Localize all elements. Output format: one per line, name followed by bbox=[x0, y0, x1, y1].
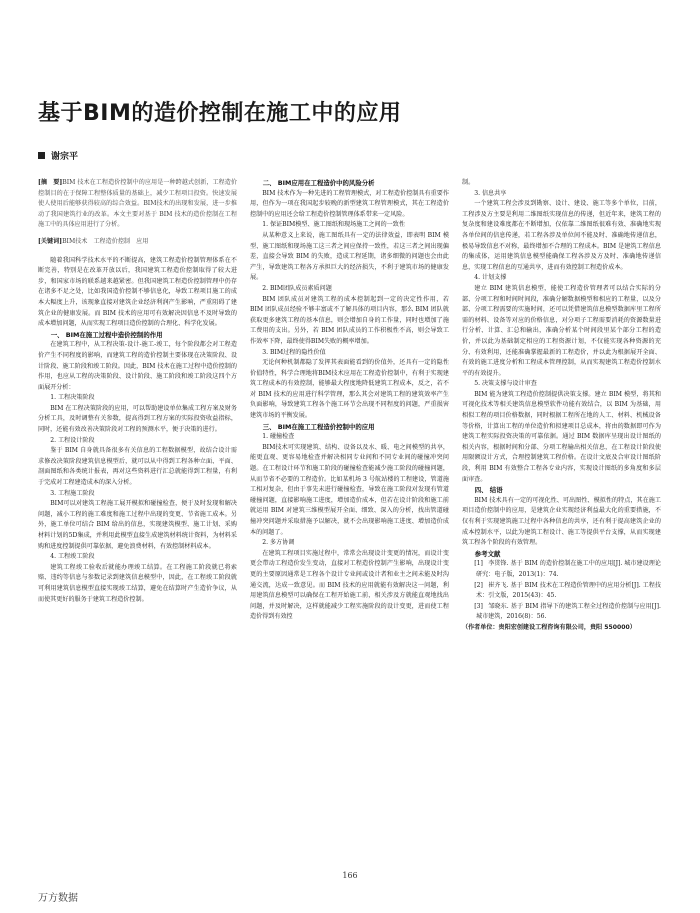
reference-number: [2] bbox=[474, 581, 483, 589]
paragraph: BIM 在工程决策阶段的应用，可以帮助建设单位集成工程方案及财务分析工具，及时调整有关参数，提高得到工程方案的实际投资收益指标，同时，还能有效改善决策阶段对工程的预测水平，便于决策的进行。 bbox=[38, 404, 237, 434]
section-heading: 三、 BIM在施工工程造价控制中的应用 bbox=[262, 422, 375, 431]
author-name: 谢宗平 bbox=[51, 152, 79, 162]
reference-text: 崔齐飞. 基于 BIM 技术在工程造价管理中的应用分析[J]. 工程技术：引文版，2015(43)：45. bbox=[476, 581, 661, 600]
subsection-heading: 5. 决策支撑与设计审查 bbox=[474, 380, 537, 388]
subsection-heading: 3. BIM过程的隐性价值 bbox=[262, 348, 326, 356]
paragraph: BIM 能为建筑工程造价控制提供决策支撑。建立 BIM 模型，将其和可视化技术等相关建筑信息模型软件功能有效结合，以 BIM 为基础，用相似工程的项目价格数据，同时根据工程所在地的人工、材料、机械设备等价格，计算出工程的单位造价和拟建项目总成本，将由的数据即可作为建筑工程实际投资决策的可靠依据。通过 BIM 数据库呈现出设计图纸的相关内容，根据时间和分部、分项工程输出相关信息，在工程设计阶段使用限额设计方式，合理控制建筑工程价格。在设计文底及合审设计图纸阶段，利用 BIM 有效整合工程各专业内容，实现设计图纸的多角度和多层面审查。 bbox=[462, 390, 661, 483]
subsection-heading: 2. 工程设计阶段 bbox=[50, 436, 95, 444]
paragraph: BIM技术可实现建筑、结构、设备以及水、暖、电之间模型的共享，能更直观、更容易地检查并解决相同专业间和不同专业间的碰撞冲突问题。在工程设计环节和施工阶段的碰撞检查能减少施工阶段的碰撞问题，从而节省不必要的工程造价。比如某机场 3 号航站楼的工程建设，管道施工相对复杂，但由于事先未进行碰撞检查，导致在施工阶段对发现有管道碰撞问题，直接影响施工进度，增加造价成本，但若在设计阶段和施工前就运用 BIM 对建筑三维模型展开全面、细致、深入的分析，找出管道碰撞冲突问题并采取措施予以解决，就不会出现影响施工进度、增加造价成本的问题了。 bbox=[250, 443, 449, 536]
article-title: 基于BIM的造价控制在施工中的应用 bbox=[38, 101, 402, 126]
column-right bbox=[462, 178, 661, 870]
footer-watermark: 万方数据 bbox=[38, 893, 78, 904]
page-number: 166 bbox=[342, 871, 358, 880]
subsection-heading: 4. 工程竣工阶段 bbox=[50, 553, 95, 561]
reference-number: [3] bbox=[474, 602, 483, 610]
paragraph: BIM 技术具有一定的可视化性、可出图性、模拟性的特点，其在施工项目造价控制中的应用，是建筑企业实现经济利益最大化的重要措施，不仅有利于实现建筑施工过程中各种信息的共享，还有利于提高建筑企业的成本控制水平，以此为建筑工程设计、施工等提供平台支撑，从而实现建筑工程各个阶段的有效管理。 bbox=[462, 496, 661, 547]
paragraph: 无论何种机制都隐了发挥其表面能看到的价值外，还具有一定的隐性价值特性，科学合理地将BIM技术应用在工程造价控制中，有利于实现建筑工程成本的有效控制，能够最大程度地降低建筑工程成本，反之，若不对 BIM 技术的应用进行科学管理，那么其会对建筑工程的建筑效率产生负面影响，导致建筑工程各个施工环节会出现不同程度的问题，严重损害建筑市场的平衡发展。 bbox=[250, 359, 449, 420]
paragraph: 在建筑工程项目实施过程中，常常会出现设计变更的情况，而设计变更会带动工程造价发生变动，直接对工程造价控制产生影响，出现设计变更的主要原因通常是工程各个设计专业间或设计者和业主之间未能及时沟通交流，达成一致意见。而 BIM 技术的应用就能有效解决这一问题，利用建筑信息模型可以确保在工程开始施工前，相关涉及方就能直观地找出问题，并及时解决，这样就能减少工程实施阶段的设计变更，进而使工程造价得到有效控 bbox=[250, 549, 449, 621]
subsection-heading: 1. 保证BIM模型、施工图纸和现场施工之间的一致性 bbox=[262, 221, 405, 229]
reference-text: 李贯锋. 基于 BIM 的造价控制在施工中的应用[J]. 城市建设理论研究：电子版，2013(1)：74. bbox=[476, 560, 661, 578]
subsection-heading: 4. 计划支撑 bbox=[474, 274, 507, 282]
paragraph: BIM 技术作为一种先进的工程管理模式，对工程造价控制具有重要作用，但作为一项在我国起步较晚的新型建筑工程管理模式，其在工程造价控制中的应用还会给工程造价控制管理体系带来一定风险。 bbox=[250, 189, 449, 218]
section-heading: 二、 BIM应用在工程造价中的风险分析 bbox=[262, 179, 375, 187]
subsection-heading: 1. 碰撞检查 bbox=[262, 433, 295, 441]
keywords-text: BIM技术 工程造价控制 应用 bbox=[62, 237, 149, 245]
paragraph: BIM 团队成员对建筑工程的成本控制起到一定的决定性作用，若 BIM 团队成员经验不够丰富或不了解具体的项目内容，那么 BIM 团队就获取更多建筑工程的基本信息，则会增加自身的工作量，同时也增加了施工费用的支出。另外，若 BIM 团队成员的工作积极性不高，则会导致工作效率下降，最终使得BIM失败的概率增加。 bbox=[250, 295, 449, 345]
subsection-heading: 3. 工程施工阶段 bbox=[50, 489, 95, 497]
author-line bbox=[38, 149, 78, 162]
subsection-heading: 2. 多方协调 bbox=[262, 539, 295, 547]
reference-item bbox=[462, 581, 661, 602]
paragraph: BIM可以对建筑工程施工展开模拟和碰撞检查，便于及时发现和解决问题，减小工程的施工难度和施工过程中出现的变更、节省施工成本。另外，施工单位可结合 BIM 给出的信息，实现建筑模型、施工计划、采购材料计划的5D集成，并利用此模型直接生成建筑材料统计资料，为材料采购和进度控制提供可靠依据，避免浪费材料，有效控制材料成本。 bbox=[38, 500, 237, 550]
subsection-heading: 1. 工程决策阶段 bbox=[50, 394, 95, 402]
paragraph: 建立 BIM 建筑信息模型，能使工程造价管理者可以结合实际的分部、分项工程和时间时间段，准确分解数据模型和相应的工程量，以及分部、分项工程需要的实施时间，还可以凭借建筑信息模型数据库里工程所需的材料、设备等对应的价格信息，对分项子工程需要消耗的资源数量进行分析、计算、汇总和输出，准确分析某个时间段里某个部分工程的造价，并以此为基础制定相应的工程资源计划，不仅能实现各种资源的充分、有效利用，还能准确掌握最新的工程造价，并以此为根据展开全面、有效的施工进度分析和工程成本管理控制，从而实现建筑工程造价控制水平的有效提升。 bbox=[462, 284, 661, 377]
section-heading: 四、 结语 bbox=[474, 486, 503, 495]
paragraph: 从某种意义上来说，施工图纸具有一定的法律效益，即表明 BIM 模型、施工图纸和现场施工这三者之间应保持一致性，若这三者之间出现偏差，直接会导致 BIM 的失败，造成工程延期，诸多细微的问题也会由此产生，导致建筑工程各方承担巨大的经济损失，不利于建筑市场的健康发展。 bbox=[250, 231, 449, 282]
column-left bbox=[38, 178, 237, 850]
keywords bbox=[38, 237, 237, 248]
abstract bbox=[38, 178, 237, 231]
reference-text: 邹晓东. 基于 BIM 指导下的建筑工程全过程造价控制与应用[J]. 城市建筑，2016(8)：56. bbox=[476, 602, 661, 621]
paragraph: 在建筑工程中，从工程决策-设计-施工-竣工，每个阶段都会对工程造价产生不同程度的影响，而建筑工程的造价控制主要体现在决策阶段、设计阶段、施工阶段和竣工阶段。因此，BIM 技术在施工过程中造价控制的作用，也应从工程的决策阶段、设计阶段、施工阶段和竣工阶段这四个方面展开分析： bbox=[38, 341, 237, 391]
subsection-heading: 2. BIM团队成员素质问题 bbox=[262, 284, 332, 292]
abstract-label: [摘 要] bbox=[38, 179, 63, 186]
author-affiliation: （作者单位：贵阳宏创建设工程咨询有限公司，贵阳 550000） bbox=[462, 623, 636, 631]
paragraph: 鉴于 BIM 自身就具备很多有关信息的工程数据模型，故结合设计需求修改决策阶段建筑信息模型后，就可以从中得到工程各种立面、平面、剖面图纸和各类统计报表，再对这些资料进行汇总就能得到工程量，有利于完成对工程建造成本的深入分析。 bbox=[38, 447, 237, 487]
reference-item bbox=[462, 602, 661, 623]
keywords-label: [关键词] bbox=[38, 237, 63, 245]
abstract-text: BIM 技术在工程造价控制中的应用是一种跨越式创新，工程造价控制目的在于保障工程整体质量的基础上，减少工程项目投资。快速发展使人使用后能够获得较高的综合效益。BIM技术的出现和发展，进一步推动了我国建筑行业的改革。本文主要对基于 BIM 技术的造价控制在工程施工中的具体应用进行了分析。 bbox=[38, 179, 237, 229]
paragraph: 建筑工程竣工验收后就能办理竣工结算。在工程施工阶段就已将索赔、违约等信息与参数记录到建筑信息模型中，因此，在工程竣工阶段就可利用建筑信息模型直接实现竣工结算，避免在结算时产生造价争议，从而使其更好的服务于建筑工程造价控制。 bbox=[38, 563, 237, 603]
column-middle bbox=[250, 178, 449, 870]
paragraph: 一个建筑工程会涉及到勘察、设计、建设、施工等多个单位，目前，工程涉及方主要是利用二维图纸实现信息的传递，但近年来，建筑工程的复杂度和建设难度都在不断增加，仅依靠二维图纸很难有效、准确地实现各单位间的信息传递，若工程各涉及单位间不能及时、准确地传递信息，极易导致信息不对称，最终增加不合理的工程成本。BIM 是建筑工程信息的集成体，运用建筑信息模型能确保工程各涉及方及时、准确地传递信息，实现工程信息的互通共享，进而有效控制工程造价成本。 bbox=[462, 200, 661, 271]
section-heading: 一、 BIM在施工过程中造价控制的作用 bbox=[50, 330, 163, 339]
author-square-icon bbox=[38, 152, 45, 159]
reference-number: [1] bbox=[474, 560, 483, 568]
paragraph: 随着我国科学技术水平的不断提高，建筑工程造价控制管理体系在不断完善，特别是在改革开放以后，我国建筑工程造价控制取得了较大进步，和国家市场的联系越来越紧密。但我国建筑工程造价控制管理中仍存在诸多不足之处，比如我国造价控制不够信息化，导致工程项目施工的成本大幅度上升，该现象直接对建筑企业经济利润产生影响，严重阻碍了建筑企业的健康发展。而 BIM 技术的应用可有效解决因信息不及时导致的成本增加问题，从而实现工程项目造价控制的合理化、科学化发展。 bbox=[38, 256, 237, 328]
section-heading: 参考文献 bbox=[474, 549, 501, 558]
subsection-heading: 3. 信息共享 bbox=[474, 189, 507, 197]
reference-item bbox=[462, 559, 661, 580]
paragraph: 制。 bbox=[462, 179, 475, 186]
